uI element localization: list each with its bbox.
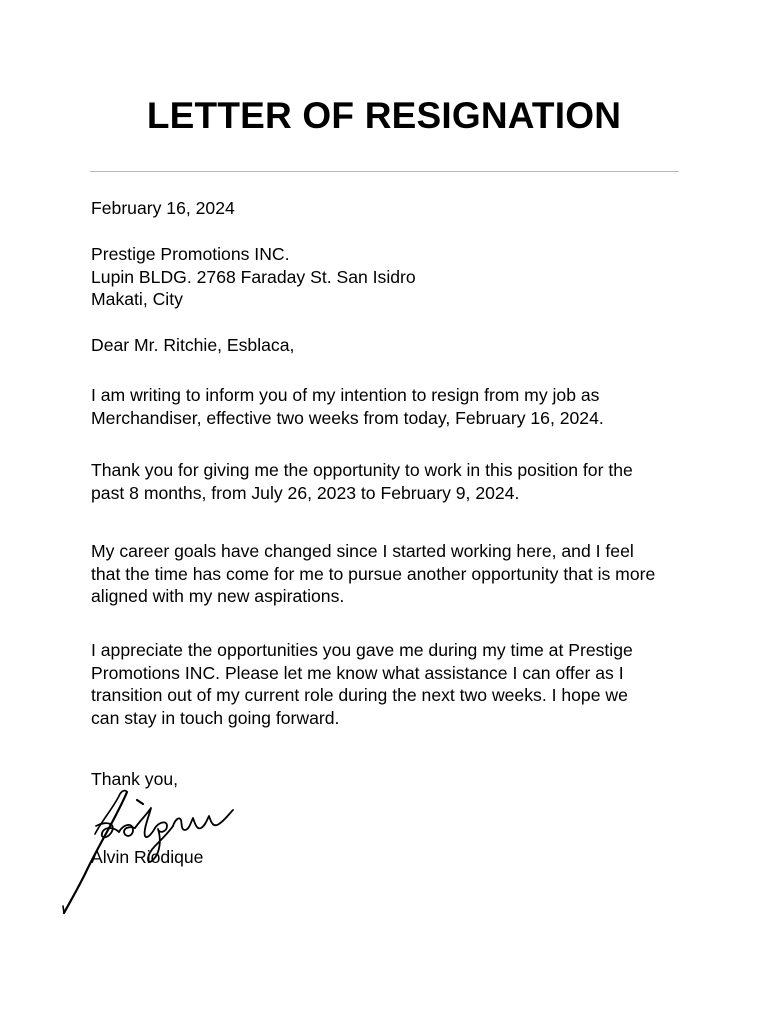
paragraph-line: My career goals have changed since I started working here, and I feel <box>91 541 634 561</box>
closing: Thank you, <box>91 769 179 789</box>
recipient-company: Prestige Promotions INC. <box>91 244 290 264</box>
paragraph-line: Promotions INC. Please let me know what assistance I can offer as I <box>91 662 624 683</box>
paragraph-3 <box>91 540 655 608</box>
paragraph-line: I am writing to inform you of my intention to resign from my job as <box>91 385 600 405</box>
paragraph-line: can stay in touch going forward. <box>91 708 340 729</box>
recipient-address <box>91 243 416 311</box>
paragraph-2 <box>91 459 633 504</box>
paragraph-line: I appreciate the opportunities you gave me during my time at Prestige <box>91 640 633 660</box>
paragraph-1 <box>91 384 604 429</box>
paragraph-line: transition out of my current role during the next two weeks. I hope we <box>91 685 628 706</box>
salutation: Dear Mr. Ritchie, Esblaca, <box>91 335 295 355</box>
letter-title: LETTER OF RESIGNATION <box>146 95 622 136</box>
paragraph-line: aligned with my new aspirations. <box>91 586 345 607</box>
letter-date: February 16, 2024 <box>91 198 235 218</box>
paragraph-line: that the time has come for me to pursue another opportunity that is more <box>91 563 656 584</box>
signer-name: Alvin Riodique <box>91 847 204 867</box>
title-divider <box>90 171 679 172</box>
paragraph-line: past 8 months, from July 26, 2023 to February 9, 2024. <box>91 482 520 503</box>
paragraph-line: Merchandiser, effective two weeks from today, February 16, 2024. <box>91 407 604 428</box>
recipient-street: Lupin BLDG. 2768 Faraday St. San Isidro <box>91 266 416 287</box>
paragraph-line: Thank you for giving me the opportunity to work in this position for the <box>91 460 633 480</box>
paragraph-4 <box>91 639 633 730</box>
recipient-city: Makati, City <box>91 289 183 310</box>
